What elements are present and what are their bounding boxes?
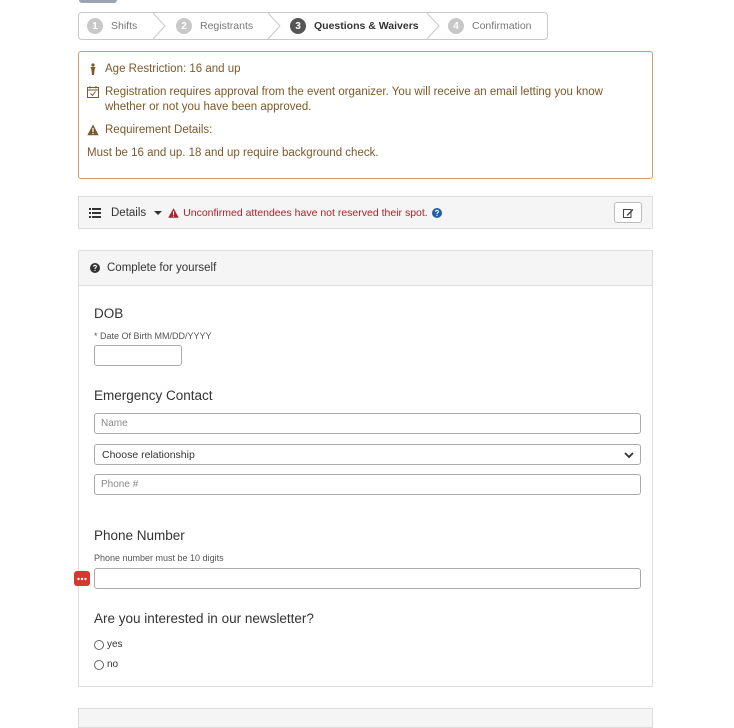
approval-line <box>87 85 644 115</box>
details-bar <box>78 196 653 229</box>
requirement-line <box>87 123 644 138</box>
step-shifts[interactable] <box>87 13 137 39</box>
chevron-down-icon <box>624 450 634 460</box>
newsletter-option-no[interactable] <box>94 659 118 670</box>
registration-form-panel <box>78 250 653 687</box>
newsletter-heading: Are you interested in our newsletter? <box>94 611 314 626</box>
edit-button[interactable] <box>614 202 642 223</box>
emergency-name-input[interactable]: Name <box>94 413 641 434</box>
calendar-check-icon <box>87 86 99 98</box>
step-separator-icon <box>426 13 440 39</box>
radio-label: no <box>107 659 119 670</box>
phone-number-heading: Phone Number <box>94 528 185 543</box>
panel-title: Complete for yourself <box>107 262 217 274</box>
age-restriction-line <box>87 62 644 77</box>
step-number: 4 <box>448 18 464 34</box>
radio-button[interactable] <box>94 660 104 670</box>
edit-icon <box>623 208 634 218</box>
panel-header <box>79 251 652 286</box>
step-confirmation[interactable] <box>448 13 532 39</box>
dots-icon <box>77 577 87 581</box>
requirement-text: Must be 16 and up. 18 and up require background check. <box>87 147 379 159</box>
step-questions-waivers[interactable] <box>290 13 419 39</box>
dob-hint: * Date Of Birth MM/DD/YYYY <box>94 331 212 341</box>
event-info-box <box>78 51 653 179</box>
step-number: 1 <box>87 18 103 34</box>
question-circle-icon[interactable] <box>432 208 442 218</box>
step-separator-icon <box>267 13 281 39</box>
chevron-down-icon[interactable] <box>154 211 162 215</box>
wizard-steps <box>78 12 548 40</box>
emergency-phone-input[interactable]: Phone # <box>94 474 641 495</box>
top-tab-stub <box>79 0 117 3</box>
step-separator-icon <box>152 13 166 39</box>
password-manager-icon[interactable] <box>74 571 90 586</box>
relationship-select[interactable] <box>94 444 641 465</box>
approval-text: Registration requires approval from the event organizer. You will receive an email letting you know whether or not you have been approved. <box>105 86 603 113</box>
step-label: Questions & Waivers <box>314 20 419 32</box>
dob-input[interactable] <box>94 345 182 366</box>
unconfirmed-warning <box>168 207 446 219</box>
radio-label: yes <box>107 639 123 650</box>
phone-number-input[interactable] <box>94 568 641 589</box>
unconfirmed-warning-text: Unconfirmed attendees have not reserved their spot. <box>183 206 428 219</box>
step-number: 2 <box>176 18 192 34</box>
person-icon <box>87 63 99 75</box>
warning-icon <box>168 208 179 218</box>
requirement-label: Requirement Details: <box>105 124 213 136</box>
question-circle-icon <box>90 263 100 273</box>
next-panel-header <box>78 708 653 728</box>
details-toggle-label[interactable]: Details <box>111 206 147 219</box>
age-restriction-text: Age Restriction: 16 and up <box>105 63 241 75</box>
radio-button[interactable] <box>94 640 104 650</box>
emergency-contact-heading: Emergency Contact <box>94 388 213 403</box>
phone-number-hint: Phone number must be 10 digits <box>94 553 224 563</box>
newsletter-option-yes[interactable] <box>94 639 123 650</box>
warning-icon <box>87 124 99 136</box>
step-number: 3 <box>290 18 306 34</box>
step-registrants[interactable] <box>176 13 253 39</box>
list-icon <box>89 208 101 218</box>
dob-heading: DOB <box>94 306 124 321</box>
relationship-selected: Choose relationship <box>102 448 195 461</box>
step-label: Shifts <box>111 20 138 32</box>
step-label: Registrants <box>200 20 254 32</box>
step-label: Confirmation <box>472 20 532 32</box>
